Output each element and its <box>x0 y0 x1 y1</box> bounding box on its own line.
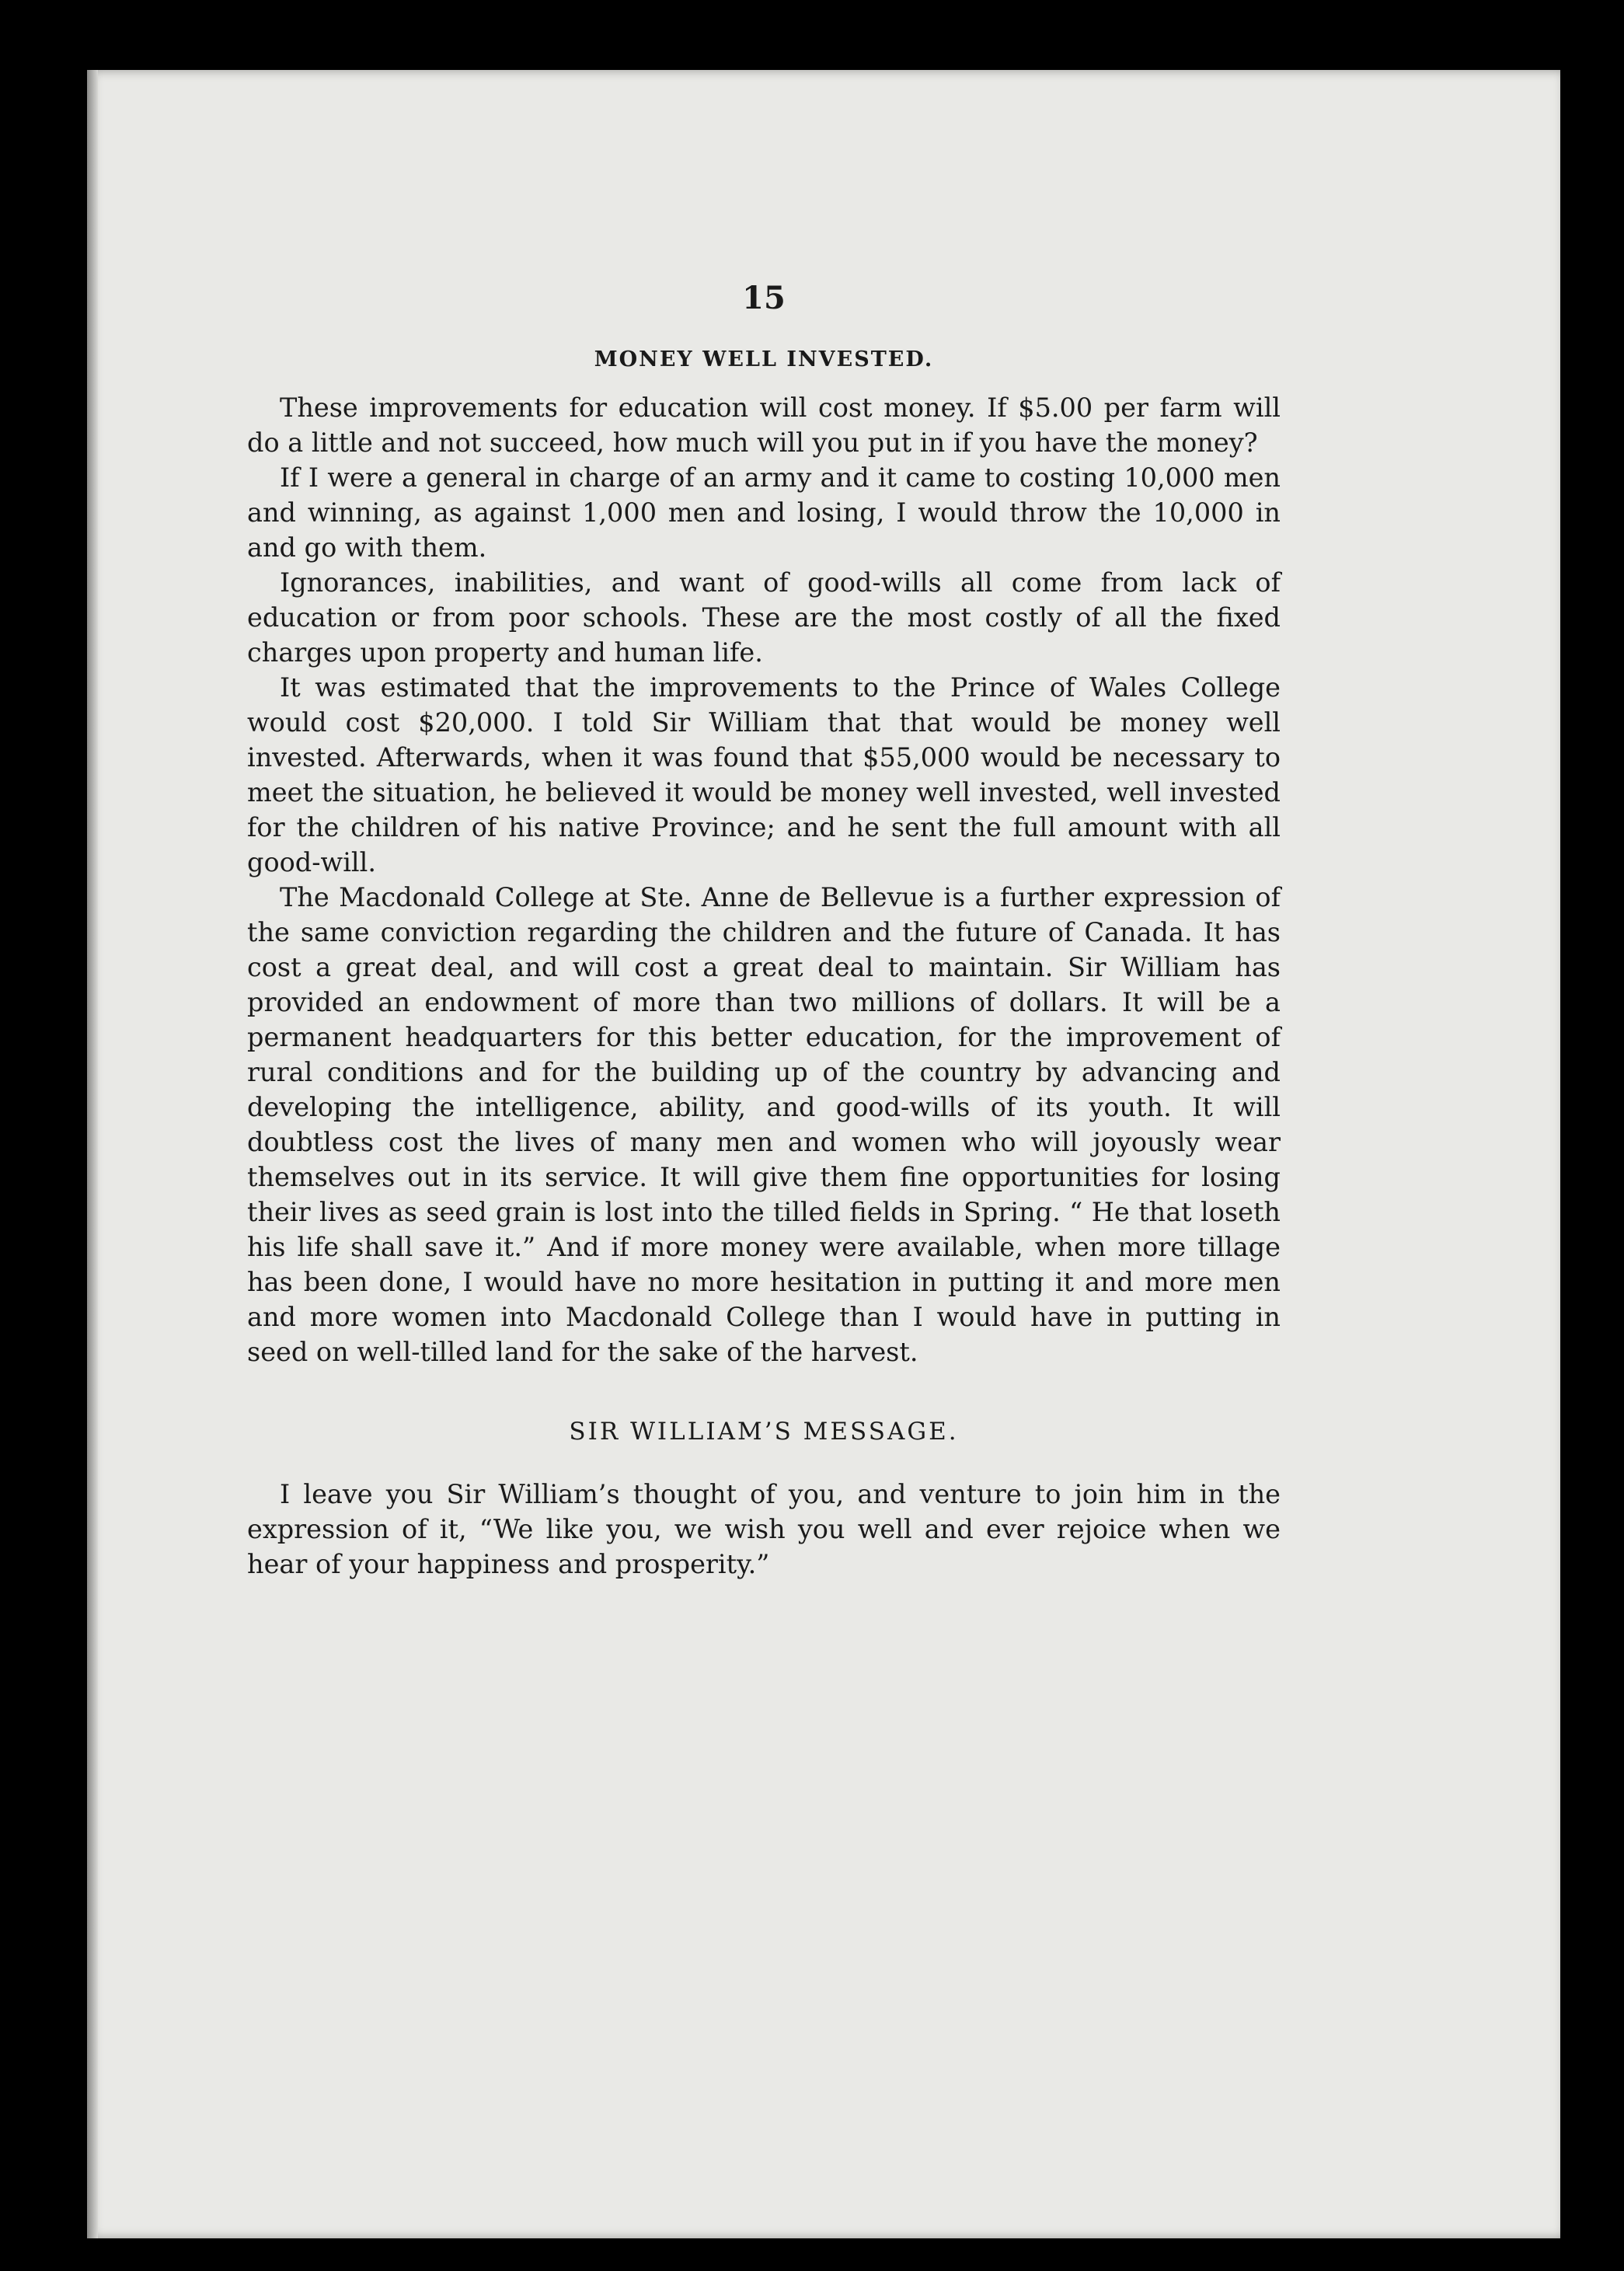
paragraph: Ignorances, inabilities, and want of good-wills all come from lack of education or from poor schools. These are the most costly of all the fixed charges upon property and human life. <box>247 567 1281 668</box>
page-spine-shadow <box>87 70 98 2238</box>
page-number: 15 <box>742 280 786 316</box>
paragraph: I leave you Sir William’s thought of you, and venture to join him in the expression of it, “We like you, we wish you well and ever rejoice when we hear of your happiness and prosperity.” <box>247 1479 1281 1579</box>
paragraph: It was estimated that the improvements to the Prince of Wales College would cost $20,000. I told Sir William that that would be money well invested. Afterwards, when it was found that $55,000 would be necessary to meet the situation, he believed it would be money well invested, well invested for the children of his native Province; and he sent the full amount with all good-will. <box>247 672 1281 877</box>
section-heading-money-well-invested: MONEY WELL INVESTED. <box>594 347 934 372</box>
section-heading-sir-williams-message: SIR WILLIAM’S MESSAGE. <box>569 1418 959 1446</box>
page-text <box>247 280 1281 1582</box>
paragraph: The Macdonald College at Ste. Anne de Bellevue is a further expression of the same conviction regarding the children and the future of Canada. It has cost a great deal, and will cost a great deal to maintain. Sir William has provided an endowment of more than two millions of dollars. It will be a permanent headquarters for this better education, for the improvement of rural conditions and for the building up of the country by advancing and developing the intelligence, ability, and good-wills of its youth. It will doubtless cost the lives of many men and women who will joyously wear themselves out in its service. It will give them fine opportunities for losing their lives as seed grain is lost into the tilled fields in Spring. “ He that loseth his life shall save it.” And if more money were available, when more tillage has been done, I would have no more hesitation in putting it and more men and more women into Macdonald College than I would have in putting in seed on well-tilled land for the sake of the harvest. <box>247 882 1281 1367</box>
paragraph: These improvements for education will cost money. If $5.00 per farm will do a little and not succeed, how much will you put in if you have the money? <box>247 392 1281 458</box>
paragraph: If I were a general in charge of an army and it came to costing 10,000 men and winning, as against 1,000 men and losing, I would throw the 10,000 in and go with them. <box>247 462 1281 563</box>
